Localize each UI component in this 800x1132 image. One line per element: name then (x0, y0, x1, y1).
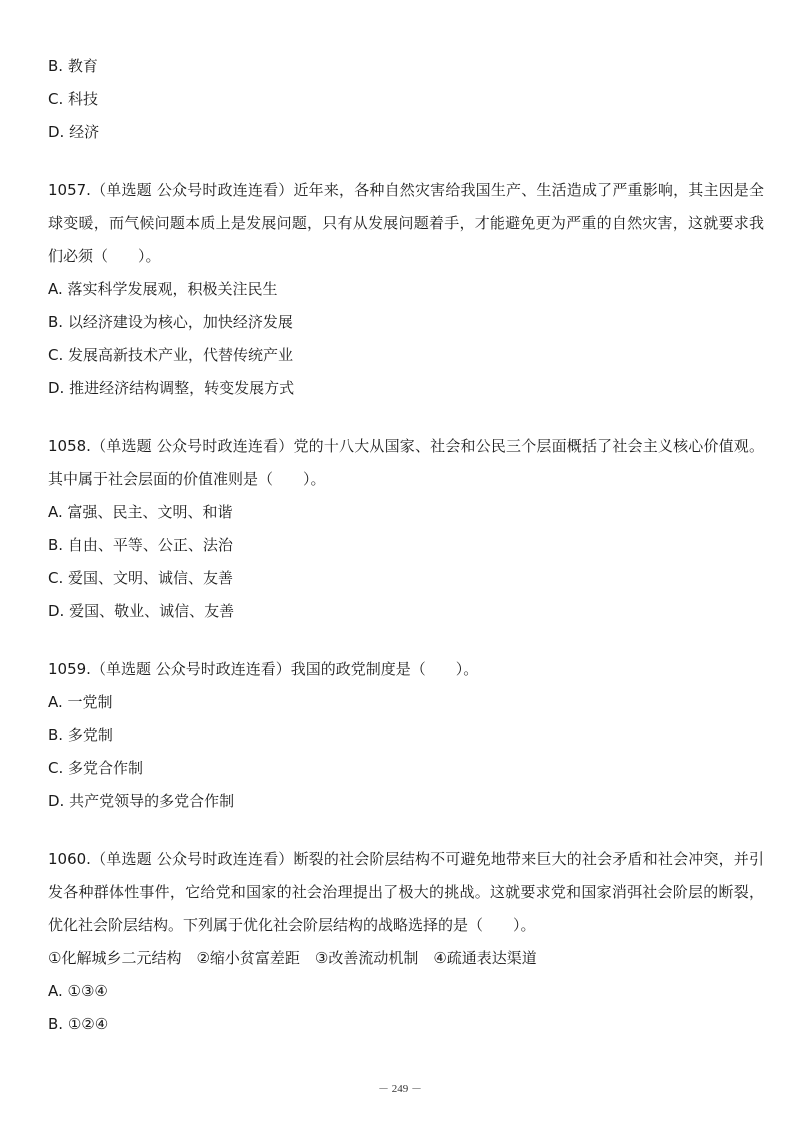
option-c: C. 发展高新技术产业，代替传统产业 (48, 346, 294, 364)
question-stem: 1060.（单选题 公众号时政连连看）断裂的社会阶层结构不可避免地带来巨大的社会矛盾和社会冲突，并引发各种群体性事件，它给党和国家的社会治理提出了极大的挑战。这就要求党和国家消弭社会阶层的断裂，优化社会阶层结构。下列属于优化社会阶层结构的战略选择的是（ ）。 (48, 850, 764, 934)
option-a: A. 一党制 (48, 693, 113, 711)
option-b: B. 以经济建设为核心，加快经济发展 (48, 313, 293, 331)
question-1059 (48, 653, 764, 818)
option-a: A. 落实科学发展观，积极关注民生 (48, 280, 278, 298)
option-b: B. 多党制 (48, 726, 113, 744)
option-d: D. 经济 (48, 123, 100, 141)
previous-question-options (48, 50, 764, 149)
document-page (48, 50, 764, 1041)
option-d: D. 爱国、敬业、诚信、友善 (48, 602, 235, 620)
question-items: ①化解城乡二元结构 ②缩小贫富差距 ③改善流动机制 ④疏通表达渠道 (48, 949, 537, 967)
question-stem: 1057.（单选题 公众号时政连连看）近年来，各种自然灾害给我国生产、生活造成了严重影响，其主因是全球变暖，而气候问题本质上是发展问题，只有从发展问题着手，才能避免更为严重的自然灾害，这就要求我们必须（ ）。 (48, 181, 764, 265)
page-number: － 249 － (378, 1083, 422, 1095)
question-1060 (48, 843, 764, 1041)
question-1057 (48, 174, 764, 405)
option-d: D. 共产党领导的多党合作制 (48, 792, 235, 810)
option-c: C. 科技 (48, 90, 99, 108)
option-c: C. 爱国、文明、诚信、友善 (48, 569, 234, 587)
option-b: B. 自由、平等、公正、法治 (48, 536, 233, 554)
question-1058 (48, 430, 764, 628)
question-stem: 1059.（单选题 公众号时政连连看）我国的政党制度是（ ）。 (48, 660, 479, 678)
question-stem: 1058.（单选题 公众号时政连连看）党的十八大从国家、社会和公民三个层面概括了社会主义核心价值观。其中属于社会层面的价值准则是（ ）。 (48, 437, 764, 488)
option-d: D. 推进经济结构调整，转变发展方式 (48, 379, 295, 397)
option-a: A. ①③④ (48, 982, 108, 1000)
option-b: B. ①②④ (48, 1015, 109, 1033)
option-b: B. 教育 (48, 57, 98, 75)
option-a: A. 富强、民主、文明、和谐 (48, 503, 233, 521)
option-c: C. 多党合作制 (48, 759, 144, 777)
